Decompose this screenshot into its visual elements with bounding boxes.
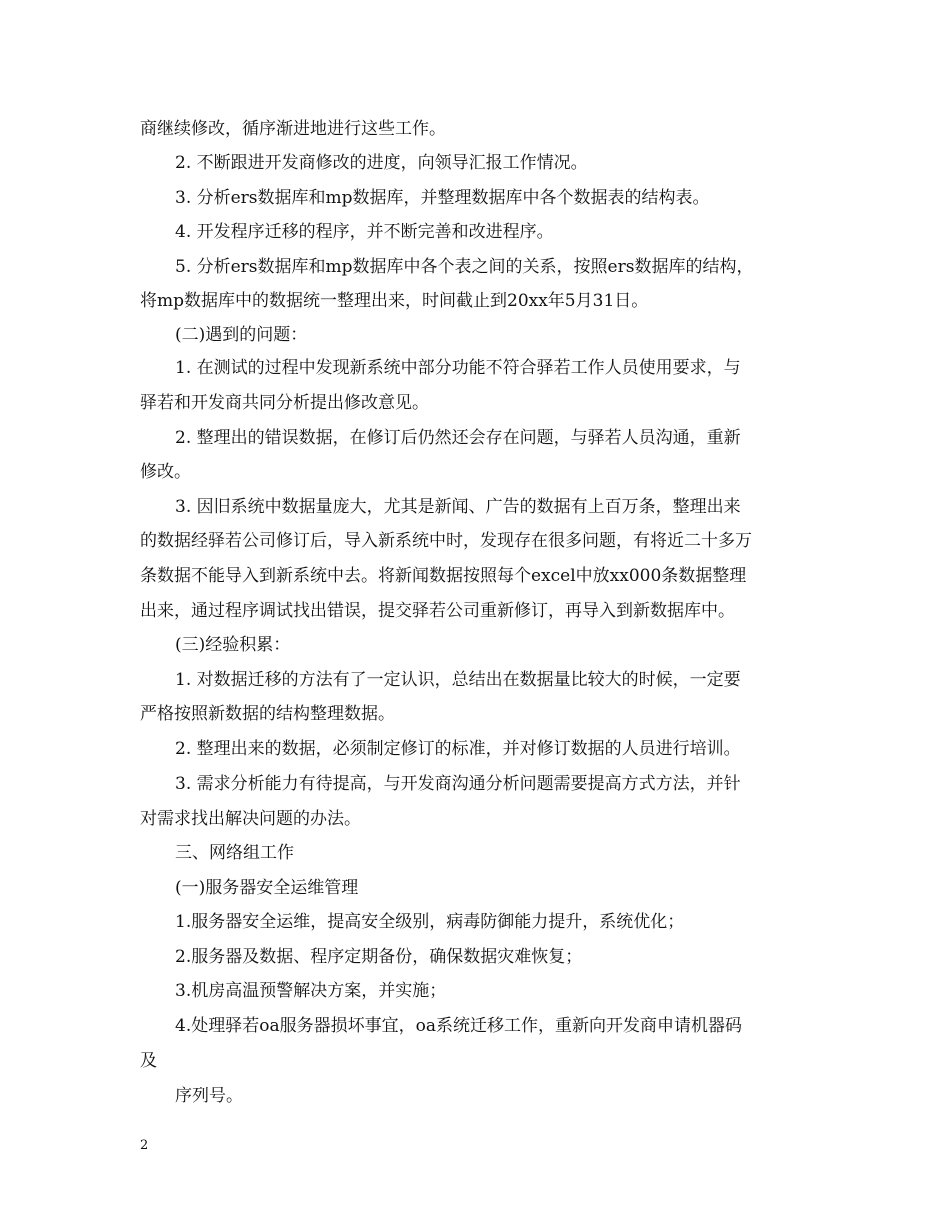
page-number: 2 bbox=[140, 1138, 149, 1153]
text-line: 3. 分析ers数据库和mp数据库，并整理数据库中各个数据表的结构表。 bbox=[175, 188, 710, 208]
text-line: 对需求找出解决问题的办法。 bbox=[140, 809, 361, 829]
text-line: 1. 对数据迁移的方法有了一定认识，总结出在数据量比较大的时候，一定要 bbox=[175, 670, 741, 690]
text-line: 序列号。 bbox=[175, 1086, 243, 1106]
text-line: 将mp数据库中的数据统一整理出来，时间截止到20xx年5月31日。 bbox=[140, 291, 649, 311]
section-heading: 三、网络组工作 bbox=[175, 843, 294, 863]
section-heading: (三)经验积累： bbox=[175, 635, 291, 655]
text-line: 1.服务器安全运维，提高安全级别，病毒防御能力提升，系统优化； bbox=[175, 912, 685, 932]
text-line: 商继续修改，循序渐进地进行这些工作。 bbox=[140, 119, 446, 139]
text-line: 修改。 bbox=[140, 462, 191, 482]
text-line: 3. 需求分析能力有待提高，与开发商沟通分析问题需要提高方式方法，并针 bbox=[175, 774, 741, 794]
text-line: 2.服务器及数据、程序定期备份，确保数据灾难恢复； bbox=[175, 947, 583, 967]
text-line: 5. 分析ers数据库和mp数据库中各个表之间的关系，按照ers数据库的结构， bbox=[175, 257, 754, 277]
section-heading: (二)遇到的问题： bbox=[175, 325, 308, 345]
text-line: 严格按照新数据的结构整理数据。 bbox=[140, 704, 395, 724]
text-line: 4. 开发程序迁移的程序，并不断完善和改进程序。 bbox=[175, 222, 554, 242]
text-line: 3. 因旧系统中数据量庞大，尤其是新闻、广告的数据有上百万条，整理出来 bbox=[175, 497, 741, 517]
text-line: 4.处理驿若oa服务器损坏事宜，oa系统迁移工作，重新向开发商申请机器码 bbox=[175, 1016, 742, 1036]
text-line: 的数据经驿若公司修订后，导入新系统中时，发现存在很多问题，有将近二十多万 bbox=[140, 531, 752, 551]
text-line: 2. 不断跟进开发商修改的进度，向领导汇报工作情况。 bbox=[175, 153, 588, 173]
text-line: 2. 整理出的错误数据，在修订后仍然还会存在问题，与驿若人员沟通，重新 bbox=[175, 428, 741, 448]
text-line: 出来，通过程序调试找出错误，提交驿若公司重新修订，再导入到新数据库中。 bbox=[140, 601, 735, 621]
text-line: 2. 整理出来的数据，必须制定修订的标准，并对修订数据的人员进行培训。 bbox=[175, 739, 741, 759]
text-line: 及 bbox=[140, 1051, 157, 1071]
text-line: 条数据不能导入到新系统中去。将新闻数据按照每个excel中放xx000条数据整理 bbox=[140, 566, 747, 586]
text-line: 1. 在测试的过程中发现新系统中部分功能不符合驿若工作人员使用要求，与 bbox=[175, 358, 741, 378]
text-line: 3.机房高温预警解决方案，并实施； bbox=[175, 981, 447, 1001]
section-heading: (一)服务器安全运维管理 bbox=[175, 878, 359, 898]
text-line: 驿若和开发商共同分析提出修改意见。 bbox=[140, 393, 429, 413]
